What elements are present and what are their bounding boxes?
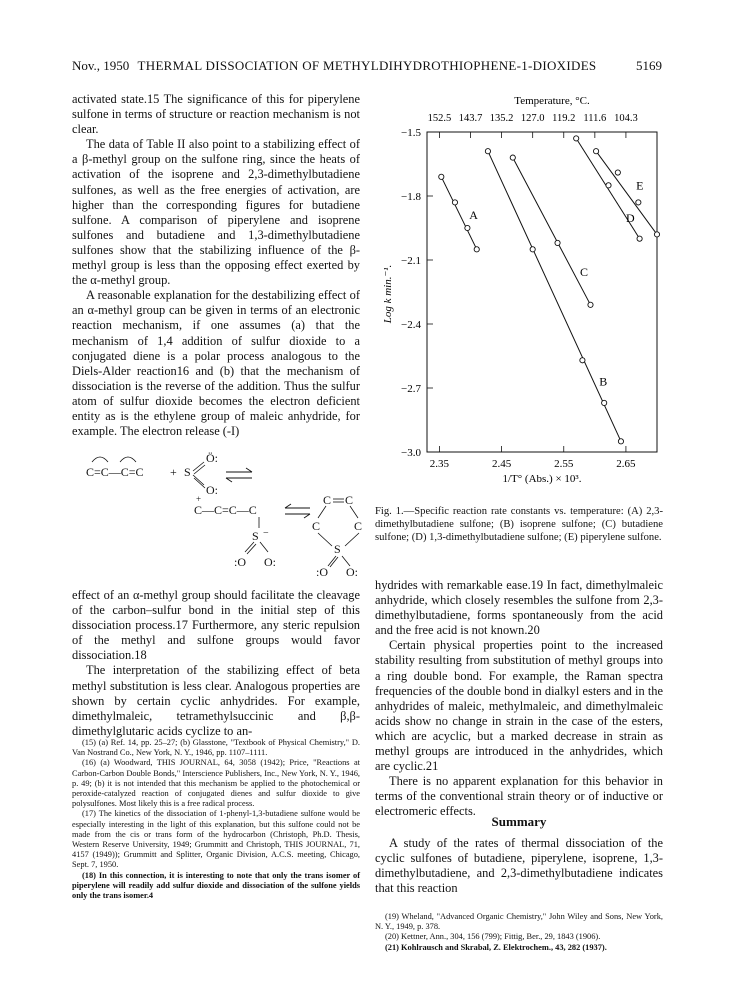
data-point-a: [452, 200, 457, 205]
figure-caption: [375, 505, 663, 544]
electron-arrow: [92, 457, 108, 462]
footnote: (15) (a) Ref. 14, pp. 25–27; (b) Glasstone, "Textbook of Physical Chemistry," D. Van Nostrand Co., New York, N. Y., 1946, pp. 1107–1111.: [72, 738, 360, 758]
x-tick-label: 2.55: [554, 458, 574, 470]
oxygen-atom: O:: [206, 483, 218, 497]
summary-heading: Summary: [491, 814, 547, 829]
header-title: THERMAL DISSOCIATION OF METHYLDIHYDROTHIOPHENE-1-DIOXIDES: [137, 58, 597, 73]
series-label-c: C: [580, 264, 589, 279]
footnote: (16) (a) Woodward, THIS JOURNAL, 64, 3058 (1942); Price, "Reactions at Carbon-Carbon Double Bonds," Interscience Publishers, Inc., New York, N. Y., 1946, p. 49; (b) it is not intended that this mechanism be applied to the photochemical or peroxide-catalyzed reaction of conjugated dienes and sulfur dioxide to give polysulfones. Most likely this is a free radical process.: [72, 758, 360, 809]
top-axis-title: Temperature, °C.: [514, 95, 590, 107]
paragraph: effect of an α-methyl group should facilitate the cleavage of the carbon–sulfur bond in the initial step of this dissociation process.17 Furthermore, any steric repulsion of the methyl and sulfone groups would favor dissociation.18: [72, 588, 360, 663]
bond: [194, 478, 205, 488]
ring-carbon: C: [354, 519, 363, 533]
series-line-b: [488, 151, 621, 441]
header-date: Nov., 1950: [72, 58, 130, 73]
data-point-e: [654, 232, 659, 237]
header-page-number: 5169: [636, 58, 662, 73]
top-tick-label: 104.3: [614, 113, 638, 124]
arrow-head: [246, 468, 252, 472]
ring-carbon: C: [345, 493, 354, 507]
figure-caption-text: Fig. 1.—Specific reaction rate constants vs. temperature: (A) 2,3-dimethylbutadiene sulfone; (B) isoprene sulfone; (C) butadiene sulfone; (D) 1,3-dimethylbutadiene sulfone; (E) piperylene sulfone.: [375, 506, 663, 543]
data-point-d: [606, 183, 611, 188]
paragraph: The data of Table II also point to a stabilizing effect of a β-methyl group on the sulfone ring, since the heats of activation of the isoprene and 2,3-dimethylbutadiene sulfones, as well as the free energies of activation, are higher than the corresponding figures for butadiene sulfone. A comparison of piperylene and isoprene sulfones and butadiene and 1,3-dimethylbutadiene sulfones show that the stabilizing influence of the β-methyl group is less than the opposing effect exerted by the α-methyl group.: [72, 137, 360, 288]
ring-carbon: C: [312, 519, 321, 533]
data-point-c: [510, 155, 515, 160]
sulfinate-sulfur: S: [252, 529, 259, 543]
x-tick-label: 2.45: [491, 458, 512, 470]
paragraph: activated state.15 The significance of this for piperylene sulfone in terms of structure or reaction mechanism is not clear.: [72, 92, 360, 137]
left-footnotes: [72, 738, 360, 901]
y-tick-label: −1.5: [401, 127, 421, 139]
bond: [318, 506, 326, 518]
electron-arrow: [120, 457, 136, 462]
y-tick-label: −2.1: [401, 255, 421, 267]
sulfur-atom: S: [184, 465, 191, 479]
paragraph: The interpretation of the stabilizing effect of beta methyl substitution is less clear. Analogous properties are shown by certain cyclic anhydrides. For example, dimethylmaleic, tetramethylsuccinic and β,β-dimethylglutaric acids cyclize to an-: [72, 663, 360, 738]
oxygen-atom: :O: [316, 565, 328, 578]
footnote: (18) In this connection, it is interesting to note that only the trans isomer of piperylene will readily add sulfur dioxide and dissociation of the sulfone yields only the trans isomer.4: [72, 870, 360, 901]
paragraph: hydrides with remarkable ease.19 In fact, dimethylmaleic anhydride, which closely resembles the sulfone from 2,3-dimethylbutadiene, forms spontaneously from the acid and the free acid is not known.20: [375, 578, 663, 638]
data-point-d: [637, 236, 642, 241]
left-column-top-text: [72, 92, 360, 439]
arrow-head: [304, 514, 310, 518]
bond: [194, 465, 205, 474]
oxygen-atom: O:: [346, 565, 358, 578]
top-tick-label: 135.2: [489, 113, 514, 124]
data-point-a: [465, 225, 470, 230]
x-tick-label: 2.65: [616, 458, 636, 470]
footnote: (21) Kohlrausch and Skrabal, Z. Elektrochem., 43, 282 (1937).: [385, 942, 607, 952]
data-point-d: [574, 136, 579, 141]
data-point-b: [530, 247, 535, 252]
data-point-b: [602, 400, 607, 405]
footnote: (19) Wheland, "Advanced Organic Chemistry," John Wiley and Sons, New York, N. Y., 1949, p. 378.: [375, 912, 663, 932]
footnote: (20) Kettner, Ann., 304, 156 (799); Fittig, Ber., 29, 1843 (1906).: [385, 932, 601, 942]
oxygen-atom: Ö:: [206, 451, 218, 465]
footnote: (17) The kinetics of the dissociation of 1-phenyl-1,3-butadiene sulfone would be especially interesting in the light of this explanation, but this sulfone could not be made from the cis or trans form of the hydrocarbon (Christoph, Ph.D. Thesis, Western Reserve University, 1949; Grummitt and Christoph, THIS JOURNAL, 71, 4157 (1949)); Grummitt and Splitter, Organic Division, A.C.S. meeting, Chicago, Sept. 7, 1950.: [72, 809, 360, 870]
data-point-c: [555, 240, 560, 245]
bond: [260, 542, 268, 552]
data-point-b: [580, 358, 585, 363]
bond: [345, 533, 359, 546]
y-axis-label: Log k min.⁻¹.: [382, 264, 394, 324]
left-column-mid-text: [72, 588, 360, 739]
y-tick-label: −2.7: [401, 383, 421, 395]
series-label-e: E: [636, 178, 644, 193]
x-axis-label: 1/T° (Abs.) × 10³.: [502, 473, 582, 485]
bond: [245, 542, 254, 552]
ring-carbon: C: [323, 493, 332, 507]
top-tick-label: 143.7: [458, 113, 483, 124]
ring-sulfur: S: [334, 542, 341, 556]
paragraph: A study of the rates of thermal dissociation of the cyclic sulfones of butadiene, piperylene, isoprene, 1,3-dimethylbutadiene, and 2,3-dimethylbutadiene indicates that this reaction: [375, 836, 663, 896]
paragraph: Certain physical properties point to the increased stability resulting from substitution of methyl groups into a ring double bond. For example, the Raman spectra frequencies of the double bond in dialkyl esters and in the anhydrides of maleic, methylmaleic, and dimethylmaleic acids show no change in strain in the case of the esters, which are acyclic, but a marked decrease in strain as methyl groups are introduced in the anhydrides, which are cyclic.21: [375, 638, 663, 774]
oxygen-atom: :O: [234, 555, 246, 569]
y-tick-label: −2.4: [401, 319, 421, 331]
bond: [350, 506, 358, 518]
summary-text: [375, 836, 663, 896]
reaction-scheme: [80, 438, 370, 578]
x-tick-label: 2.35: [429, 458, 450, 470]
plot-frame: [427, 132, 657, 452]
data-point-b: [485, 149, 490, 154]
bond: [193, 475, 204, 485]
diene-formula: C=C—C=C: [86, 465, 144, 479]
top-tick-label: 119.2: [552, 113, 576, 124]
series-label-b: B: [599, 374, 608, 389]
top-tick-label: 111.6: [583, 113, 607, 124]
arrow-head: [226, 478, 232, 482]
data-point-a: [439, 174, 444, 179]
paragraph: A reasonable explanation for the destabilizing effect of an α-methyl group can be given in terms of an electronic reaction mechanism, if one assumes (a) that the mechanism of 1,4 addition of sulfur dioxide to a conjugated diene is a polar process analogous to the Diels-Alder reaction16 and (b) that the mechanism of dissociation is the reverse of the addition. Thus the sulfur atom of sulfur dioxide becomes the electron deficient entity as is the ethylene group of maleic anhydride, for example. The electron release (-I): [72, 288, 360, 439]
data-point-e: [615, 170, 620, 175]
data-point-b: [618, 439, 623, 444]
charge-plus: +: [196, 494, 202, 504]
ion-chain: C—C=C—C: [194, 503, 257, 517]
plus-sign: +: [170, 465, 177, 479]
right-footnotes: [375, 912, 663, 953]
right-column-text: [375, 578, 663, 820]
arrow-head: [285, 504, 291, 508]
y-tick-label: −3.0: [401, 447, 421, 459]
data-point-e: [593, 149, 598, 154]
series-label-d: D: [626, 211, 635, 225]
bond: [318, 533, 332, 546]
y-tick-label: −1.8: [401, 191, 421, 203]
data-point-e: [636, 200, 641, 205]
data-point-c: [588, 302, 593, 307]
top-tick-label: 127.0: [520, 113, 545, 124]
charge-minus: −: [263, 528, 269, 539]
data-point-a: [474, 247, 479, 252]
oxygen-atom: O:: [264, 555, 276, 569]
series-label-a: A: [469, 208, 478, 223]
top-tick-label: 152.5: [427, 113, 452, 124]
paragraph: There is no apparent explanation for this behavior in terms of the conventional strain theory or of inductive or electromeric effects.: [375, 774, 663, 819]
bond: [193, 462, 204, 471]
rate-constant-chart: [375, 92, 665, 502]
bond: [247, 544, 256, 554]
